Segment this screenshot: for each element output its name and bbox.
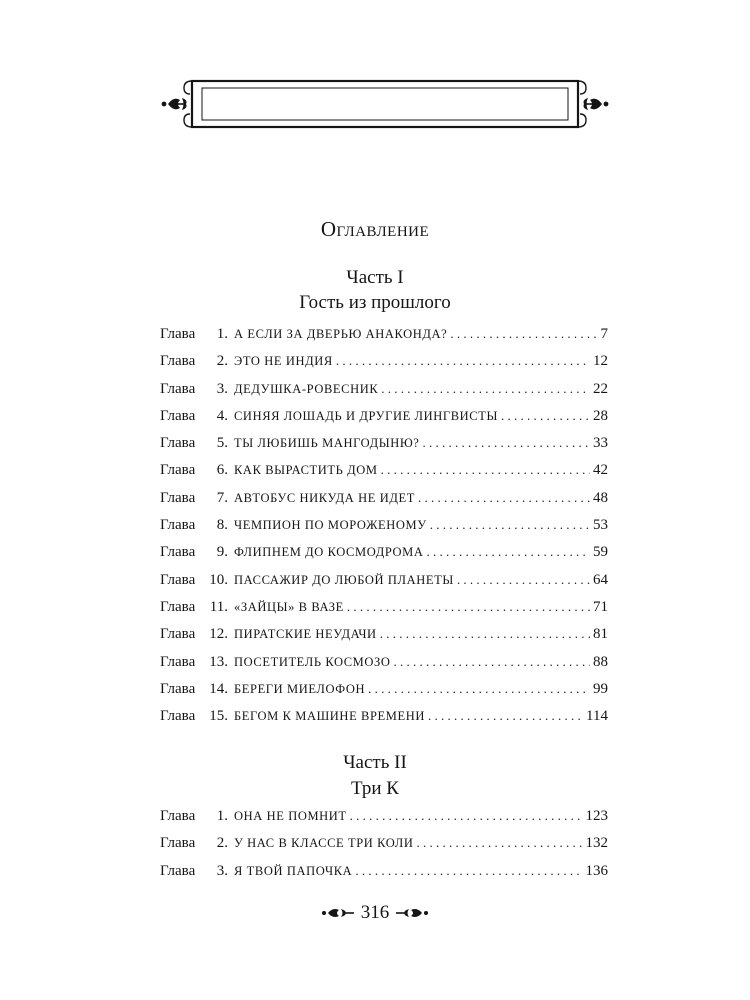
chapter-number: 8. bbox=[216, 517, 228, 534]
chapter-page-number: 123 bbox=[585, 808, 608, 824]
chapter-title: Я ТВОЙ ПАПОЧКА bbox=[234, 863, 353, 878]
page-number: 316 bbox=[360, 902, 390, 923]
chapter-word: Глава bbox=[160, 598, 196, 615]
dot-leader bbox=[427, 544, 590, 560]
chapter-number: 7. bbox=[216, 489, 228, 506]
chapter-word: Глава bbox=[160, 407, 196, 424]
toc-entry bbox=[160, 708, 608, 735]
chapter-number: 3. bbox=[216, 862, 228, 879]
part-1-label: Часть I bbox=[346, 267, 404, 288]
toc-heading: Оглавление bbox=[320, 217, 430, 241]
chapter-word: Глава bbox=[160, 680, 196, 697]
chapter-number: 12. bbox=[209, 626, 228, 643]
chapter-number: 15. bbox=[209, 708, 228, 725]
chapter-title: ДЕДУШКА-РОВЕСНИК bbox=[234, 381, 379, 396]
chapter-number: 2. bbox=[216, 835, 228, 852]
chapter-title: ПАССАЖИР ДО ЛЮБОЙ ПЛАНЕТЫ bbox=[234, 572, 454, 587]
toc-entry bbox=[160, 381, 608, 408]
dot-leader bbox=[430, 517, 590, 533]
chapter-word: Глава bbox=[160, 571, 196, 588]
chapter-word: Глава bbox=[160, 380, 196, 397]
right-folio-ornament-icon bbox=[395, 906, 429, 920]
chapter-number: 9. bbox=[216, 544, 228, 561]
chapter-word: Глава bbox=[160, 462, 196, 479]
toc-entry bbox=[160, 681, 608, 708]
toc-entry bbox=[160, 599, 608, 626]
dot-leader bbox=[347, 599, 590, 615]
chapter-page-number: 12 bbox=[593, 353, 608, 370]
chapter-word: Глава bbox=[160, 489, 196, 506]
chapter-page-number: 59 bbox=[593, 544, 608, 561]
dot-leader bbox=[350, 808, 583, 824]
chapter-title: ОНА НЕ ПОМНИТ bbox=[234, 809, 347, 823]
chapter-page-number: 33 bbox=[593, 435, 608, 452]
dot-leader bbox=[416, 835, 582, 851]
chapter-word: Глава bbox=[160, 653, 196, 670]
chapter-number: 11. bbox=[209, 598, 228, 615]
chapter-page-number: 64 bbox=[593, 571, 608, 588]
toc-entry bbox=[160, 435, 608, 462]
left-folio-ornament-icon bbox=[321, 906, 355, 920]
chapter-title: ТЫ ЛЮБИШЬ МАНГОДЫНЮ? bbox=[234, 436, 420, 451]
dot-leader bbox=[428, 708, 583, 724]
chapter-number: 13. bbox=[209, 653, 228, 670]
dot-leader bbox=[381, 381, 590, 397]
chapter-page-number: 99 bbox=[593, 680, 608, 697]
chapter-page-number: 22 bbox=[593, 380, 608, 397]
chapter-number: 1. bbox=[216, 808, 228, 824]
chapter-number: 10. bbox=[209, 571, 228, 588]
chapter-word: Глава bbox=[160, 808, 196, 824]
chapter-title: А ЕСЛИ ЗА ДВЕРЬЮ АНАКОНДА? bbox=[234, 327, 448, 341]
chapter-word: Глава bbox=[160, 517, 196, 534]
chapter-word: Глава bbox=[160, 435, 196, 452]
chapter-page-number: 114 bbox=[586, 708, 608, 725]
page-folio bbox=[0, 902, 750, 924]
chapter-title: «ЗАЙЦЫ» В ВАЗЕ bbox=[234, 599, 344, 614]
chapter-number: 14. bbox=[209, 680, 228, 697]
chapter-word: Глава bbox=[160, 326, 196, 342]
chapter-title: СИНЯЯ ЛОШАДЬ И ДРУГИЕ ЛИНГВИСТЫ bbox=[234, 408, 498, 423]
chapter-number: 2. bbox=[216, 353, 228, 370]
part-2-name: Три К bbox=[351, 778, 399, 799]
dot-leader bbox=[381, 462, 590, 478]
chapter-page-number: 48 bbox=[593, 489, 608, 506]
chapter-page-number: 28 bbox=[593, 407, 608, 424]
chapter-title: ЭТО НЕ ИНДИЯ bbox=[234, 354, 333, 369]
chapter-page-number: 53 bbox=[593, 517, 608, 534]
dot-leader bbox=[394, 654, 590, 670]
part-2-label: Часть II bbox=[343, 752, 407, 773]
chapter-word: Глава bbox=[160, 835, 196, 852]
toc-entry bbox=[160, 808, 608, 835]
chapter-number: 5. bbox=[216, 435, 228, 452]
dot-leader bbox=[457, 572, 590, 588]
header-ornament-frame bbox=[160, 78, 610, 130]
chapter-word: Глава bbox=[160, 708, 196, 725]
dot-leader bbox=[422, 435, 590, 451]
chapter-number: 3. bbox=[216, 380, 228, 397]
chapter-title: КАК ВЫРАСТИТЬ ДОМ bbox=[234, 463, 378, 478]
toc-entry bbox=[160, 572, 608, 599]
chapter-number: 1. bbox=[216, 326, 228, 342]
dot-leader bbox=[368, 681, 590, 697]
chapter-page-number: 136 bbox=[585, 862, 608, 879]
toc-entry bbox=[160, 490, 608, 517]
toc-entry bbox=[160, 863, 608, 890]
chapter-title: ПОСЕТИТЕЛЬ КОСМОЗО bbox=[234, 654, 391, 669]
chapter-title: БЕРЕГИ МИЕЛОФОН bbox=[234, 681, 366, 696]
chapter-page-number: 81 bbox=[593, 626, 608, 643]
toc-entry bbox=[160, 353, 608, 380]
dot-leader bbox=[380, 626, 590, 642]
chapter-page-number: 42 bbox=[593, 462, 608, 479]
toc-entry bbox=[160, 626, 608, 653]
chapter-word: Глава bbox=[160, 353, 196, 370]
chapter-word: Глава bbox=[160, 544, 196, 561]
chapter-word: Глава bbox=[160, 862, 196, 879]
dot-leader bbox=[355, 863, 582, 879]
chapter-word: Глава bbox=[160, 626, 196, 643]
chapter-title: У НАС В КЛАССЕ ТРИ КОЛИ bbox=[234, 836, 414, 851]
part-1-name: Гость из прошлого bbox=[299, 292, 451, 313]
chapter-title: АВТОБУС НИКУДА НЕ ИДЕТ bbox=[234, 490, 415, 505]
chapter-number: 6. bbox=[216, 462, 228, 479]
chapter-title: БЕГОМ К МАШИНЕ ВРЕМЕНИ bbox=[234, 709, 425, 724]
toc-entry bbox=[160, 835, 608, 862]
dot-leader bbox=[418, 490, 590, 506]
chapter-number: 4. bbox=[216, 407, 228, 424]
chapter-title: ЧЕМПИОН ПО МОРОЖЕНОМУ bbox=[234, 518, 427, 533]
chapter-title: ПИРАТСКИЕ НЕУДАЧИ bbox=[234, 627, 377, 642]
chapter-title: ФЛИПНЕМ ДО КОСМОДРОМА bbox=[234, 545, 424, 560]
chapter-page-number: 132 bbox=[585, 835, 608, 852]
chapter-page-number: 7 bbox=[600, 326, 608, 342]
chapter-page-number: 71 bbox=[593, 598, 608, 615]
toc-entry bbox=[160, 462, 608, 489]
toc-entry bbox=[160, 326, 608, 353]
toc-entry bbox=[160, 654, 608, 681]
dot-leader bbox=[450, 326, 597, 342]
part-1-chapter-list bbox=[160, 326, 608, 735]
toc-entry bbox=[160, 544, 608, 571]
toc-entry bbox=[160, 408, 608, 435]
chapter-page-number: 88 bbox=[593, 653, 608, 670]
dot-leader bbox=[336, 353, 590, 369]
part-2-chapter-list bbox=[160, 808, 608, 890]
dot-leader bbox=[501, 408, 590, 424]
toc-entry bbox=[160, 517, 608, 544]
